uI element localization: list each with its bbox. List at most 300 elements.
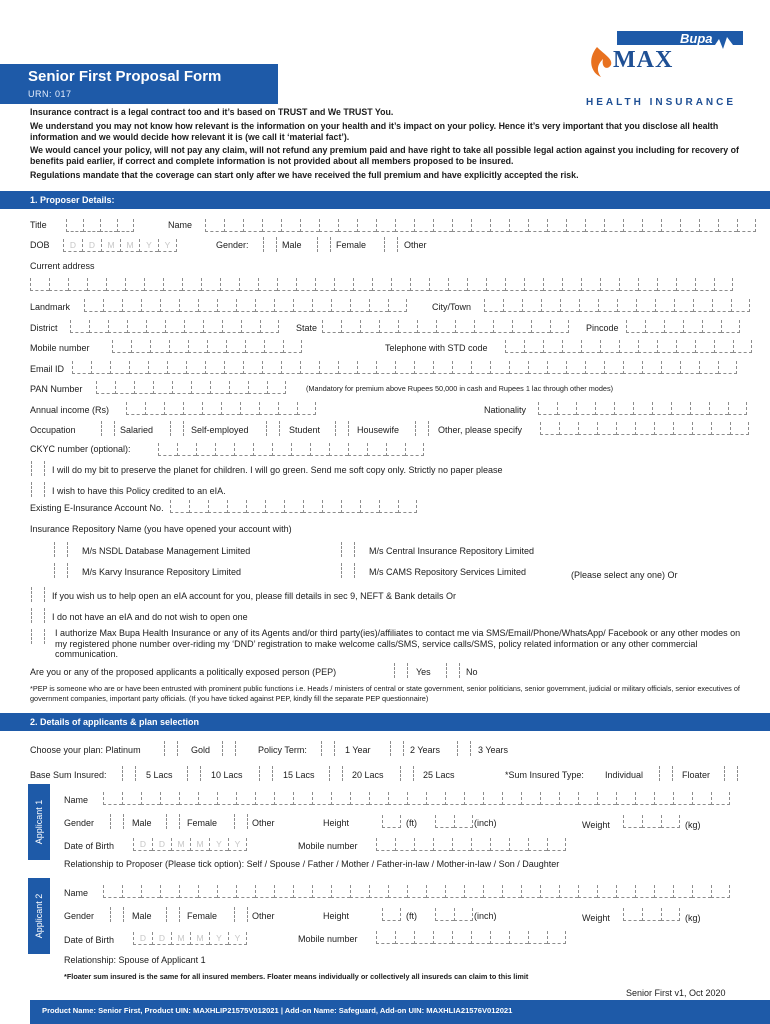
char-box[interactable] <box>189 500 208 513</box>
char-box[interactable] <box>702 320 721 333</box>
char-box[interactable] <box>376 219 395 232</box>
char-box[interactable] <box>395 361 414 374</box>
char-box[interactable] <box>598 299 617 312</box>
plan-platinum-checkbox[interactable] <box>164 741 178 756</box>
occupation-other-field[interactable] <box>540 422 749 435</box>
char-box[interactable] <box>676 340 695 353</box>
char-box[interactable] <box>100 219 117 232</box>
applicant-2-weight-field[interactable] <box>623 908 680 921</box>
char-box[interactable] <box>433 361 452 374</box>
char-box[interactable] <box>730 422 749 435</box>
char-box[interactable] <box>262 361 281 374</box>
char-box[interactable] <box>626 320 645 333</box>
char-box[interactable] <box>297 402 316 415</box>
char-box[interactable] <box>165 320 184 333</box>
char-box[interactable] <box>633 402 652 415</box>
repo-cams-checkbox[interactable] <box>341 563 355 578</box>
gender-female-checkbox[interactable] <box>317 237 331 252</box>
name-field[interactable] <box>205 219 756 232</box>
char-box[interactable] <box>543 340 562 353</box>
char-box[interactable] <box>205 361 224 374</box>
occupation-other-checkbox[interactable] <box>415 421 429 436</box>
char-box[interactable] <box>108 320 127 333</box>
char-box[interactable] <box>241 320 260 333</box>
char-box[interactable] <box>676 278 695 291</box>
char-box[interactable] <box>445 792 464 805</box>
char-box[interactable] <box>229 381 248 394</box>
char-box[interactable] <box>452 838 471 851</box>
char-box[interactable] <box>220 278 239 291</box>
char-box[interactable] <box>209 932 228 945</box>
char-box[interactable] <box>657 278 676 291</box>
char-box[interactable] <box>600 278 619 291</box>
char-box[interactable] <box>619 340 638 353</box>
char-box[interactable] <box>341 320 360 333</box>
plan-gold-checkbox[interactable] <box>222 741 236 756</box>
char-box[interactable] <box>190 838 209 851</box>
term-1-checkbox[interactable] <box>321 741 335 756</box>
char-box[interactable] <box>604 361 623 374</box>
char-box[interactable] <box>312 299 331 312</box>
char-box[interactable] <box>353 278 372 291</box>
char-box[interactable] <box>661 908 680 921</box>
applicant-2-female-checkbox[interactable] <box>166 907 180 922</box>
pep-no-checkbox[interactable] <box>446 663 460 678</box>
char-box[interactable] <box>296 278 315 291</box>
occupation-student-checkbox[interactable] <box>266 421 280 436</box>
sum-10-checkbox[interactable] <box>187 766 201 781</box>
char-box[interactable] <box>236 885 255 898</box>
char-box[interactable] <box>190 932 209 945</box>
sum-25-checkbox[interactable] <box>400 766 414 781</box>
char-box[interactable] <box>369 792 388 805</box>
char-box[interactable] <box>436 320 455 333</box>
char-box[interactable] <box>84 299 103 312</box>
char-box[interactable] <box>201 278 220 291</box>
sum-20-checkbox[interactable] <box>329 766 343 781</box>
telephone-field[interactable] <box>505 340 752 353</box>
char-box[interactable] <box>260 320 279 333</box>
char-box[interactable] <box>125 278 144 291</box>
char-box[interactable] <box>49 278 68 291</box>
char-box[interactable] <box>150 340 169 353</box>
char-box[interactable] <box>391 278 410 291</box>
sum-floater-checkbox[interactable] <box>724 766 738 781</box>
char-box[interactable] <box>562 340 581 353</box>
city-field[interactable] <box>484 299 750 312</box>
char-box[interactable] <box>68 278 87 291</box>
char-box[interactable] <box>160 885 179 898</box>
char-box[interactable] <box>642 908 661 921</box>
char-box[interactable] <box>379 500 398 513</box>
char-box[interactable] <box>578 422 597 435</box>
char-box[interactable] <box>226 340 245 353</box>
char-box[interactable] <box>236 792 255 805</box>
char-box[interactable] <box>502 792 521 805</box>
char-box[interactable] <box>315 278 334 291</box>
char-box[interactable] <box>217 299 236 312</box>
char-box[interactable] <box>471 931 490 944</box>
char-box[interactable] <box>505 278 524 291</box>
gender-male-checkbox[interactable] <box>263 237 277 252</box>
char-box[interactable] <box>66 219 83 232</box>
existing-eia-field[interactable] <box>170 500 417 513</box>
char-box[interactable] <box>264 340 283 353</box>
char-box[interactable] <box>690 402 709 415</box>
char-box[interactable] <box>205 219 224 232</box>
char-box[interactable] <box>410 278 429 291</box>
char-box[interactable] <box>395 838 414 851</box>
char-box[interactable] <box>131 340 150 353</box>
char-box[interactable] <box>557 402 576 415</box>
char-box[interactable] <box>471 219 490 232</box>
char-box[interactable] <box>170 500 189 513</box>
applicant-1-female-checkbox[interactable] <box>166 814 180 829</box>
char-box[interactable] <box>673 422 692 435</box>
sum-individual-checkbox[interactable] <box>659 766 673 781</box>
char-box[interactable] <box>490 838 509 851</box>
char-box[interactable] <box>600 340 619 353</box>
applicant-1-weight-field[interactable] <box>623 815 680 828</box>
char-box[interactable] <box>490 219 509 232</box>
term-2-checkbox[interactable] <box>390 741 404 756</box>
char-box[interactable] <box>711 885 730 898</box>
char-box[interactable] <box>718 219 737 232</box>
state-field[interactable] <box>322 320 569 333</box>
char-box[interactable] <box>179 299 198 312</box>
char-box[interactable] <box>145 402 164 415</box>
char-box[interactable] <box>395 931 414 944</box>
char-box[interactable] <box>576 402 595 415</box>
char-box[interactable] <box>433 219 452 232</box>
char-box[interactable] <box>134 381 153 394</box>
char-box[interactable] <box>196 443 215 456</box>
char-box[interactable] <box>243 361 262 374</box>
char-box[interactable] <box>490 931 509 944</box>
char-box[interactable] <box>388 885 407 898</box>
char-box[interactable] <box>198 885 217 898</box>
char-box[interactable] <box>293 792 312 805</box>
char-box[interactable] <box>139 239 158 252</box>
char-box[interactable] <box>331 792 350 805</box>
sum-15-checkbox[interactable] <box>259 766 273 781</box>
char-box[interactable] <box>372 278 391 291</box>
char-box[interactable] <box>171 838 190 851</box>
char-box[interactable] <box>265 500 284 513</box>
char-box[interactable] <box>209 838 228 851</box>
occupation-self-employed-checkbox[interactable] <box>170 421 184 436</box>
applicant-1-mobile-field[interactable] <box>376 838 566 851</box>
char-box[interactable] <box>115 381 134 394</box>
char-box[interactable] <box>654 792 673 805</box>
char-box[interactable] <box>445 885 464 898</box>
char-box[interactable] <box>87 278 106 291</box>
char-box[interactable] <box>636 299 655 312</box>
char-box[interactable] <box>619 278 638 291</box>
char-box[interactable] <box>30 278 49 291</box>
char-box[interactable] <box>512 320 531 333</box>
char-box[interactable] <box>661 815 680 828</box>
char-box[interactable] <box>657 340 676 353</box>
applicant-1-dob-field[interactable] <box>133 838 247 851</box>
landmark-field[interactable] <box>84 299 407 312</box>
char-box[interactable] <box>179 885 198 898</box>
char-box[interactable] <box>303 500 322 513</box>
repo-nsdl-checkbox[interactable] <box>54 542 68 557</box>
gender-other-checkbox[interactable] <box>384 237 398 252</box>
char-box[interactable] <box>133 838 152 851</box>
char-box[interactable] <box>398 500 417 513</box>
char-box[interactable] <box>550 320 569 333</box>
char-box[interactable] <box>524 340 543 353</box>
char-box[interactable] <box>283 340 302 353</box>
char-box[interactable] <box>540 422 559 435</box>
applicant-1-other-checkbox[interactable] <box>234 814 248 829</box>
char-box[interactable] <box>167 361 186 374</box>
char-box[interactable] <box>635 885 654 898</box>
char-box[interactable] <box>623 219 642 232</box>
char-box[interactable] <box>103 299 122 312</box>
char-box[interactable] <box>673 885 692 898</box>
char-box[interactable] <box>714 340 733 353</box>
char-box[interactable] <box>711 792 730 805</box>
char-box[interactable] <box>614 402 633 415</box>
char-box[interactable] <box>350 299 369 312</box>
char-box[interactable] <box>671 402 690 415</box>
char-box[interactable] <box>227 500 246 513</box>
char-box[interactable] <box>604 219 623 232</box>
char-box[interactable] <box>310 443 329 456</box>
char-box[interactable] <box>259 402 278 415</box>
char-box[interactable] <box>540 885 559 898</box>
char-box[interactable] <box>531 320 550 333</box>
char-box[interactable] <box>486 278 505 291</box>
char-box[interactable] <box>379 320 398 333</box>
char-box[interactable] <box>228 932 247 945</box>
char-box[interactable] <box>89 320 108 333</box>
char-box[interactable] <box>433 838 452 851</box>
char-box[interactable] <box>164 402 183 415</box>
char-box[interactable] <box>509 838 528 851</box>
email-field[interactable] <box>72 361 737 374</box>
char-box[interactable] <box>426 885 445 898</box>
char-box[interactable] <box>291 443 310 456</box>
char-box[interactable] <box>528 838 547 851</box>
char-box[interactable] <box>224 361 243 374</box>
char-box[interactable] <box>435 815 454 828</box>
char-box[interactable] <box>623 815 642 828</box>
char-box[interactable] <box>737 219 756 232</box>
char-box[interactable] <box>509 361 528 374</box>
char-box[interactable] <box>452 219 471 232</box>
char-box[interactable] <box>680 361 699 374</box>
char-box[interactable] <box>579 299 598 312</box>
char-box[interactable] <box>357 219 376 232</box>
char-box[interactable] <box>493 320 512 333</box>
char-box[interactable] <box>728 402 747 415</box>
char-box[interactable] <box>141 792 160 805</box>
term-3-checkbox[interactable] <box>457 741 471 756</box>
char-box[interactable] <box>129 361 148 374</box>
applicant-2-mobile-field[interactable] <box>376 931 566 944</box>
char-box[interactable] <box>177 443 196 456</box>
char-box[interactable] <box>141 885 160 898</box>
char-box[interactable] <box>357 361 376 374</box>
char-box[interactable] <box>661 219 680 232</box>
char-box[interactable] <box>623 361 642 374</box>
char-box[interactable] <box>277 278 296 291</box>
char-box[interactable] <box>127 320 146 333</box>
char-box[interactable] <box>258 278 277 291</box>
char-box[interactable] <box>215 443 234 456</box>
char-box[interactable] <box>448 278 467 291</box>
char-box[interactable] <box>597 422 616 435</box>
char-box[interactable] <box>386 443 405 456</box>
char-box[interactable] <box>63 239 82 252</box>
title-field[interactable] <box>66 219 134 232</box>
char-box[interactable] <box>645 320 664 333</box>
char-box[interactable] <box>547 219 566 232</box>
char-box[interactable] <box>96 381 115 394</box>
char-box[interactable] <box>733 340 752 353</box>
char-box[interactable] <box>122 885 141 898</box>
char-box[interactable] <box>435 908 454 921</box>
char-box[interactable] <box>312 885 331 898</box>
char-box[interactable] <box>122 299 141 312</box>
char-box[interactable] <box>160 299 179 312</box>
char-box[interactable] <box>585 361 604 374</box>
char-box[interactable] <box>398 320 417 333</box>
char-box[interactable] <box>243 219 262 232</box>
char-box[interactable] <box>203 320 222 333</box>
char-box[interactable] <box>255 885 274 898</box>
char-box[interactable] <box>699 361 718 374</box>
char-box[interactable] <box>334 278 353 291</box>
char-box[interactable] <box>274 299 293 312</box>
char-box[interactable] <box>652 402 671 415</box>
char-box[interactable] <box>83 219 100 232</box>
char-box[interactable] <box>655 299 674 312</box>
char-box[interactable] <box>267 381 286 394</box>
char-box[interactable] <box>547 838 566 851</box>
char-box[interactable] <box>158 443 177 456</box>
char-box[interactable] <box>376 838 395 851</box>
applicant-2-name-field[interactable] <box>103 885 730 898</box>
char-box[interactable] <box>405 443 424 456</box>
char-box[interactable] <box>284 500 303 513</box>
pep-yes-checkbox[interactable] <box>394 663 408 678</box>
char-box[interactable] <box>654 885 673 898</box>
char-box[interactable] <box>207 340 226 353</box>
char-box[interactable] <box>483 792 502 805</box>
char-box[interactable] <box>674 299 693 312</box>
char-box[interactable] <box>171 932 190 945</box>
char-box[interactable] <box>293 299 312 312</box>
char-box[interactable] <box>341 500 360 513</box>
char-box[interactable] <box>471 361 490 374</box>
char-box[interactable] <box>709 402 728 415</box>
char-box[interactable] <box>112 340 131 353</box>
char-box[interactable] <box>617 299 636 312</box>
char-box[interactable] <box>524 278 543 291</box>
char-box[interactable] <box>198 299 217 312</box>
char-box[interactable] <box>248 381 267 394</box>
char-box[interactable] <box>509 931 528 944</box>
occupation-salaried-checkbox[interactable] <box>101 421 115 436</box>
char-box[interactable] <box>236 299 255 312</box>
char-box[interactable] <box>452 361 471 374</box>
dob-field[interactable] <box>63 239 177 252</box>
annual-income-field[interactable] <box>126 402 316 415</box>
char-box[interactable] <box>91 361 110 374</box>
char-box[interactable] <box>414 361 433 374</box>
char-box[interactable] <box>433 931 452 944</box>
char-box[interactable] <box>528 219 547 232</box>
repo-central-checkbox[interactable] <box>341 542 355 557</box>
char-box[interactable] <box>208 500 227 513</box>
char-box[interactable] <box>331 885 350 898</box>
char-box[interactable] <box>122 792 141 805</box>
char-box[interactable] <box>141 299 160 312</box>
char-box[interactable] <box>338 361 357 374</box>
char-box[interactable] <box>348 443 367 456</box>
char-box[interactable] <box>103 885 122 898</box>
char-box[interactable] <box>319 361 338 374</box>
char-box[interactable] <box>664 320 683 333</box>
char-box[interactable] <box>471 838 490 851</box>
char-box[interactable] <box>319 219 338 232</box>
char-box[interactable] <box>616 885 635 898</box>
char-box[interactable] <box>581 340 600 353</box>
char-box[interactable] <box>693 299 712 312</box>
char-box[interactable] <box>595 402 614 415</box>
char-box[interactable] <box>278 402 297 415</box>
char-box[interactable] <box>382 815 401 828</box>
char-box[interactable] <box>483 885 502 898</box>
char-box[interactable] <box>395 219 414 232</box>
char-box[interactable] <box>228 838 247 851</box>
applicant-2-other-checkbox[interactable] <box>234 907 248 922</box>
char-box[interactable] <box>133 932 152 945</box>
char-box[interactable] <box>101 239 120 252</box>
char-box[interactable] <box>718 361 737 374</box>
char-box[interactable] <box>452 931 471 944</box>
applicant-1-name-field[interactable] <box>103 792 730 805</box>
pan-field[interactable] <box>96 381 286 394</box>
char-box[interactable] <box>521 792 540 805</box>
char-box[interactable] <box>509 219 528 232</box>
char-box[interactable] <box>541 299 560 312</box>
char-box[interactable] <box>350 885 369 898</box>
char-box[interactable] <box>695 340 714 353</box>
char-box[interactable] <box>160 792 179 805</box>
char-box[interactable] <box>240 402 259 415</box>
char-box[interactable] <box>246 500 265 513</box>
char-box[interactable] <box>559 792 578 805</box>
char-box[interactable] <box>464 885 483 898</box>
char-box[interactable] <box>467 278 486 291</box>
char-box[interactable] <box>547 931 566 944</box>
eia-credit-checkbox[interactable] <box>31 482 45 497</box>
char-box[interactable] <box>692 792 711 805</box>
char-box[interactable] <box>502 885 521 898</box>
char-box[interactable] <box>293 885 312 898</box>
char-box[interactable] <box>503 299 522 312</box>
char-box[interactable] <box>169 340 188 353</box>
char-box[interactable] <box>642 815 661 828</box>
no-eia-checkbox[interactable] <box>31 608 45 623</box>
char-box[interactable] <box>711 422 730 435</box>
